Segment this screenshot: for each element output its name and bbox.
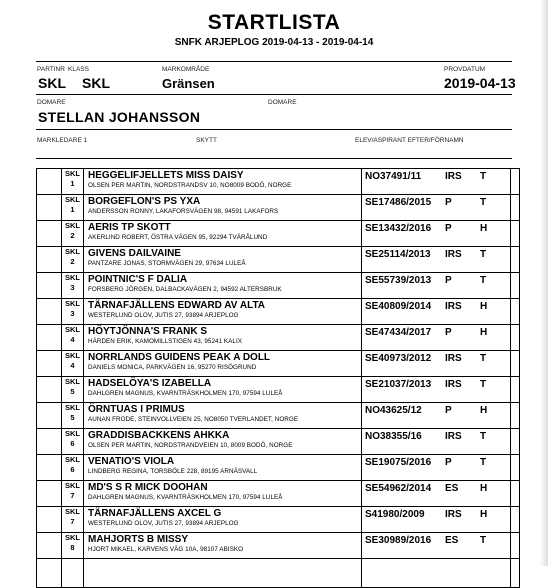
- dog-cell: [84, 403, 362, 429]
- table-row: [37, 351, 520, 377]
- dog-name: MAHJORTS B MISSY: [88, 534, 189, 545]
- dog-name: ÖRNTUAS I PRIMUS: [88, 404, 185, 415]
- blank-cell: [37, 247, 62, 273]
- elev-aspirant-label: ELEV/ASPIRANT EFTER/FÖRNAMN: [355, 137, 464, 144]
- entry-number: 6: [70, 439, 75, 448]
- start-list-table: [36, 168, 520, 588]
- registration-cell: [362, 169, 511, 195]
- dog-name: BORGEFLON'S PS YXA: [88, 196, 201, 207]
- entry-klass: SKL: [65, 169, 80, 178]
- dog-cell: [84, 481, 362, 507]
- dog-name: TÄRNAFJÄLLENS EDWARD AV ALTA: [88, 300, 266, 311]
- registration-number: SE55739/2013: [365, 275, 432, 286]
- dog-cell: [84, 325, 362, 351]
- entry-klass: SKL: [65, 325, 80, 334]
- klass-cell: [62, 455, 84, 481]
- sex: H: [480, 405, 488, 416]
- blank-cell: [37, 351, 62, 377]
- entry-number: 4: [70, 361, 75, 370]
- entry-number: 4: [70, 335, 75, 344]
- breed-class: P: [445, 223, 452, 234]
- dog-name: VENATIO'S VIOLA: [88, 456, 175, 467]
- entry-number: 1: [70, 205, 75, 214]
- provdatum-label: PROVDATUM: [444, 66, 486, 73]
- blank-cell: [511, 429, 520, 455]
- skytt-label: SKYTT: [196, 137, 217, 144]
- blank-cell: [511, 325, 520, 351]
- blank-cell: [37, 507, 62, 533]
- owner-info: ANDERSSON RONNY, LAKAFORSVÄGEN 98, 94591 LAKAFORS: [88, 208, 279, 215]
- blank-cell: [511, 169, 520, 195]
- blank-cell: [511, 403, 520, 429]
- sex: H: [480, 301, 488, 312]
- breed-class: P: [445, 275, 452, 286]
- registration-cell: [362, 299, 511, 325]
- registration-number: S41980/2009: [365, 509, 425, 520]
- breed-class: IRS: [445, 301, 462, 312]
- registration-cell: [362, 377, 511, 403]
- entry-number: 8: [70, 543, 75, 552]
- owner-info: DAHLGREN MAGNUS, KVARNTRÄSKHOLMEN 170, 97594 LULEÅ: [88, 494, 283, 501]
- entry-klass: SKL: [65, 403, 80, 412]
- dog-name: HADSELÖYA'S IZABELLA: [88, 378, 212, 389]
- registration-number: SE40973/2012: [365, 353, 432, 364]
- registration-cell: [362, 221, 511, 247]
- klass-cell: [62, 169, 84, 195]
- klass-cell: [62, 299, 84, 325]
- owner-info: WESTERLUND OLOV, JUTIS 27, 93894 ARJEPLOG: [88, 520, 239, 527]
- registration-cell: [362, 325, 511, 351]
- table-row: [37, 507, 520, 533]
- breed-class: P: [445, 197, 452, 208]
- dog-name: GIVENS DAILVAINE: [88, 248, 181, 259]
- document-title: STARTLISTA: [207, 11, 341, 34]
- entry-number: 2: [70, 231, 75, 240]
- document-subtitle: SNFK ARJEPLOG 2019-04-13 - 2019-04-14: [174, 37, 374, 48]
- breed-class: ES: [445, 483, 459, 494]
- registration-cell: [362, 455, 511, 481]
- registration-cell: [362, 481, 511, 507]
- klass-cell: [62, 429, 84, 455]
- sex: H: [480, 509, 488, 520]
- owner-info: AUNAN FRODE, STEINVOLLVEIEN 25, NO8050 TVERLANDET, NORGE: [88, 416, 299, 423]
- owner-info: AKERLIND ROBERT, ÖSTRA VÄGEN 95, 92294 TVÄRÅLUND: [88, 234, 268, 241]
- dog-name: HÖYTJÖNNA'S FRANK S: [88, 326, 208, 337]
- entry-klass: SKL: [65, 351, 80, 360]
- dog-cell: [84, 377, 362, 403]
- klass-cell: [62, 377, 84, 403]
- sex: T: [480, 197, 487, 208]
- dog-cell: [84, 221, 362, 247]
- owner-info: WESTERLUND OLOV, JUTIS 27, 93894 ARJEPLOG: [88, 312, 239, 319]
- registration-number: NO37491/11: [365, 171, 422, 182]
- domare-label: DOMARE: [37, 99, 66, 106]
- entry-klass: SKL: [65, 377, 80, 386]
- entry-klass: SKL: [65, 195, 80, 204]
- breed-class: IRS: [445, 353, 462, 364]
- owner-info: DAHLGREN MAGNUS, KVARNTRÄSKHOLMEN 170, 97594 LULEÅ: [88, 390, 283, 397]
- blank-cell: [511, 351, 520, 377]
- breed-class: P: [445, 327, 452, 338]
- table-row: [37, 533, 520, 559]
- blank-cell: [37, 221, 62, 247]
- dog-name: POINTNIC'S F DALIA: [88, 274, 188, 285]
- sex: H: [480, 327, 488, 338]
- registration-cell: [362, 351, 511, 377]
- divider: [36, 129, 512, 130]
- breed-class: IRS: [445, 431, 462, 442]
- blank-cell: [511, 533, 520, 559]
- entry-number: 5: [70, 413, 75, 422]
- klass-cell: [62, 351, 84, 377]
- blank-cell: [37, 299, 62, 325]
- divider: [36, 94, 512, 95]
- registration-cell: [362, 403, 511, 429]
- blank-cell: [511, 273, 520, 299]
- owner-info: OLSEN PER MARTIN, NORDSTRANDVEIEN 10, 8009 BODÖ, NORGE: [88, 442, 293, 449]
- owner-info: FORSBERG JÖRGEN, DALBACKAVÄGEN 2, 94592 ALTERSBRUK: [88, 286, 282, 293]
- blank-cell: [37, 481, 62, 507]
- blank-cell: [37, 455, 62, 481]
- dog-name: HEGGELIFJELLETS MISS DAISY: [88, 170, 244, 181]
- registration-number: SE25114/2013: [365, 249, 431, 260]
- klass-cell: [62, 325, 84, 351]
- klass-cell: [62, 403, 84, 429]
- table-row: [37, 169, 520, 195]
- klass-cell: [62, 533, 84, 559]
- provdatum-value: 2019-04-13: [444, 75, 516, 91]
- blank-cell: [37, 195, 62, 221]
- dog-cell: [84, 195, 362, 221]
- table-row: [37, 455, 520, 481]
- entry-number: 7: [70, 491, 75, 500]
- sex: T: [480, 249, 487, 260]
- registration-number: NO38355/16: [365, 431, 422, 442]
- dog-cell: [84, 299, 362, 325]
- entry-klass: SKL: [65, 299, 80, 308]
- entry-number: 3: [70, 283, 75, 292]
- dog-cell: [84, 273, 362, 299]
- entry-number: 7: [70, 517, 75, 526]
- blank-cell: [37, 273, 62, 299]
- entry-klass: SKL: [65, 247, 80, 256]
- breed-class: IRS: [445, 509, 462, 520]
- breed-class: IRS: [445, 171, 462, 182]
- entry-number: 6: [70, 465, 75, 474]
- entry-klass: SKL: [65, 429, 80, 438]
- dog-name: TÄRNAFJÄLLENS AXCEL G: [88, 508, 222, 519]
- dog-cell: [84, 247, 362, 273]
- omrade-value: Gränsen: [162, 76, 215, 91]
- table-row: [37, 221, 520, 247]
- registration-cell: [362, 507, 511, 533]
- entry-klass: SKL: [65, 481, 80, 490]
- klass-value: SKL: [82, 75, 110, 91]
- blank-cell: [511, 507, 520, 533]
- entry-klass: SKL: [65, 507, 80, 516]
- table-row: [37, 325, 520, 351]
- entry-number: 1: [70, 179, 75, 188]
- table-row: [37, 429, 520, 455]
- owner-info: LINDBERG REGINA, TORSBÖLE 228, 89195 ARNÄSVALL: [88, 468, 258, 475]
- owner-info: HJORT MIKAEL, KARVENS VÄG 10A, 98107 ABISKO: [88, 546, 244, 553]
- owner-info: HÄRDEN ERIK, KAMOMILLSTIGEN 43, 95241 KALIX: [88, 338, 243, 345]
- domare-label-2: DOMARE: [268, 99, 297, 106]
- blank-cell: [511, 221, 520, 247]
- entry-klass: SKL: [65, 273, 80, 282]
- entry-klass: SKL: [65, 455, 80, 464]
- blank-cell: [511, 377, 520, 403]
- klass-cell: [62, 273, 84, 299]
- divider: [36, 61, 512, 62]
- blank-cell: [37, 403, 62, 429]
- divider: [36, 158, 512, 159]
- partinr-label: PARTINR: [37, 66, 65, 73]
- breed-class: IRS: [445, 249, 462, 260]
- dog-name: AERIS TP SKOTT: [88, 222, 171, 233]
- registration-cell: [362, 273, 511, 299]
- domare-value: STELLAN JOHANSSON: [38, 109, 201, 125]
- page-edge-shadow: [540, 0, 548, 566]
- blank-cell: [511, 455, 520, 481]
- breed-class: P: [445, 457, 452, 468]
- entry-klass: SKL: [65, 533, 80, 542]
- table-row: [37, 195, 520, 221]
- table-row: [37, 273, 520, 299]
- sex: T: [480, 379, 487, 390]
- registration-number: SE30989/2016: [365, 535, 432, 546]
- klass-cell: [62, 247, 84, 273]
- entry-number: 5: [70, 387, 75, 396]
- table-row: [37, 377, 520, 403]
- empty-table-row: [37, 559, 520, 588]
- breed-class: P: [445, 405, 452, 416]
- dog-cell: [84, 533, 362, 559]
- sex: T: [480, 535, 487, 546]
- registration-cell: [362, 533, 511, 559]
- registration-number: SE13432/2016: [365, 223, 432, 234]
- registration-number: SE47434/2017: [365, 327, 432, 338]
- table-row: [37, 403, 520, 429]
- table-row: [37, 299, 520, 325]
- dog-cell: [84, 429, 362, 455]
- registration-cell: [362, 247, 511, 273]
- dog-name: MD'S S R MICK DOOHAN: [88, 482, 208, 493]
- sex: H: [480, 483, 488, 494]
- sex: H: [480, 223, 488, 234]
- blank-cell: [511, 299, 520, 325]
- sex: T: [480, 431, 487, 442]
- registration-number: SE17486/2015: [365, 197, 432, 208]
- entry-number: 2: [70, 257, 75, 266]
- breed-class: IRS: [445, 379, 462, 390]
- klass-cell: [62, 195, 84, 221]
- dog-cell: [84, 169, 362, 195]
- registration-cell: [362, 429, 511, 455]
- blank-cell: [511, 195, 520, 221]
- owner-info: PANTZARE JONAS, STORMVÄGEN 29, 97634 LULEÅ: [88, 260, 246, 267]
- registration-number: SE21037/2013: [365, 379, 432, 390]
- registration-number: SE40809/2014: [365, 301, 432, 312]
- owner-info: DANIELS MONICA, PARKVÄGEN 16, 95270 RISÖGRUND: [88, 364, 257, 371]
- omrade-label: MARKOMRÅDE: [162, 66, 210, 73]
- dog-cell: [84, 455, 362, 481]
- klass-cell: [62, 481, 84, 507]
- blank-cell: [37, 325, 62, 351]
- sex: T: [480, 457, 487, 468]
- dog-name: GRADDISBACKKENS AHKKA: [88, 430, 230, 441]
- blank-cell: [37, 429, 62, 455]
- dog-cell: [84, 351, 362, 377]
- registration-number: SE19075/2016: [365, 457, 432, 468]
- klass-cell: [62, 221, 84, 247]
- dog-name: NORRLANDS GUIDENS PEAK A DOLL: [88, 352, 271, 363]
- markledare-label: MARKLEDARE 1: [37, 137, 88, 144]
- klass-label: KLASS: [68, 66, 89, 73]
- breed-class: ES: [445, 535, 459, 546]
- entry-number: 3: [70, 309, 75, 318]
- blank-cell: [511, 247, 520, 273]
- sex: T: [480, 353, 487, 364]
- registration-number: NO43625/12: [365, 405, 422, 416]
- table-row: [37, 481, 520, 507]
- registration-cell: [362, 195, 511, 221]
- klass-cell: [62, 507, 84, 533]
- partinr-value: SKL: [38, 75, 66, 91]
- blank-cell: [37, 533, 62, 559]
- dog-cell: [84, 507, 362, 533]
- sex: T: [480, 171, 487, 182]
- sex: T: [480, 275, 487, 286]
- table-row: [37, 247, 520, 273]
- entry-klass: SKL: [65, 221, 80, 230]
- blank-cell: [511, 481, 520, 507]
- registration-number: SE54962/2014: [365, 483, 432, 494]
- blank-cell: [37, 169, 62, 195]
- blank-cell: [37, 377, 62, 403]
- owner-info: OLSEN PER MARTIN, NORDSTRANDSV 10, NO8009 BODÖ, NORGE: [88, 182, 292, 189]
